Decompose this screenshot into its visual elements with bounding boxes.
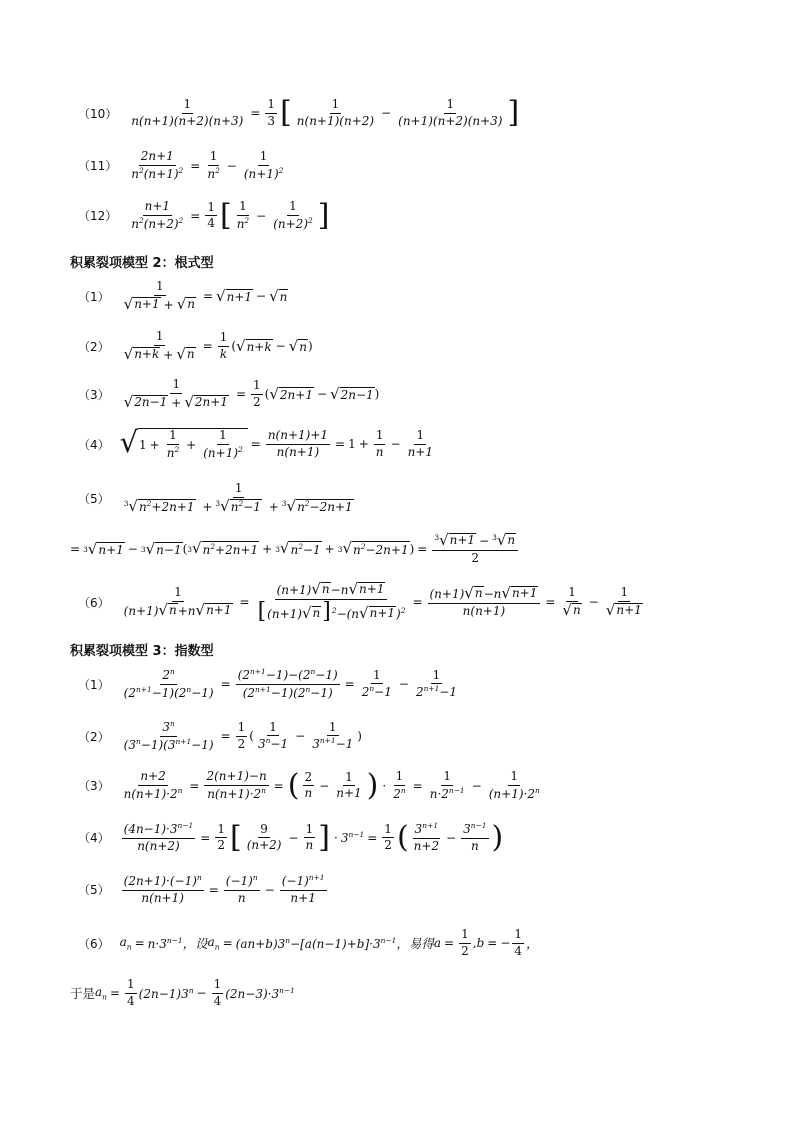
- formula-row-2-6: [78, 582, 647, 623]
- formula-row-3-1: [78, 668, 461, 701]
- formula: 1 √ n+k + √ n = $\frac{1}{k}$ ( √ n+k − √ n ): [123, 329, 313, 363]
- formula-number: （3）: [78, 779, 110, 794]
- formula-number: （2）: [78, 339, 110, 354]
- formula: = 3 √ n+1 − 3 √ n−1 ( 3 √ $n^2+2n+1$ + 3 √ $n^2-1$ + 3 √ $n^2-2n+1$ ) = $^3$ √ n+1 − $^3$ √ n 2: [70, 533, 520, 566]
- formula: 1 (n+1) √ n +n √ n+1 = (n+1) √ n −n √ n+1 [(n+1) √ n ]$^2$−(n √ n+1 )$^2$ = (n+1) √ n −n √ n+1 n(n+1) = 1 √ n − 1 √ n+1: [123, 580, 642, 624]
- formula-number: （1）: [78, 677, 110, 692]
- formula-number: （11）: [78, 159, 118, 174]
- formula-row-2-4: [78, 425, 437, 461]
- formula-number: （5）: [78, 883, 110, 898]
- formula: $a_n$ = $\frac{1}{4}$ $(2n-1)3^n$ − $\frac{1}{4}$ $(2n-3)\cdot 3^{n-1}$: [95, 977, 295, 1008]
- text-easy: ，易得: [396, 936, 434, 952]
- section-heading: 积累裂项模型 3：指数型: [70, 644, 214, 659]
- formula-number: （6）: [78, 595, 110, 610]
- formula-row-3-5: [78, 874, 329, 906]
- formula: $\frac{(2n+1)\cdot(-1)^n}{n(n+1)}$ = $\frac{(-1)^n}{n}$ − $\frac{(-1)^{n+1}}{n+1}$: [123, 873, 325, 905]
- formula-row-2-5-continued: [70, 533, 520, 566]
- formula: √ 1 + $\frac{1}{n^2}$ + $\frac{1}{(n+1)^2}$ = $\frac{n(n+1)+1}{n(n+1)}$ = 1 + $\frac{1}{n}$ − $\frac{1}{n+1}$: [119, 425, 433, 460]
- formula: $\frac{3^n}{(3^n-1)(3^{n+1}-1)}$ = $\frac{1}{2}$ ( $\frac{1}{3^n-1}$ − $\frac{1}{3^{n+1}-1}$ ): [123, 719, 362, 752]
- formula-row-3-6-conclusion: [70, 978, 295, 1009]
- formula-row-2-5: [78, 482, 358, 515]
- text-conclusion: 于是: [70, 986, 96, 1002]
- formula: $\frac{n+1}{n^2(n+2)^2}$ = $\frac{1}{4}$ [ $\frac{1}{n^2}$ − $\frac{1}{(n+2)^2}$ ]: [131, 197, 330, 233]
- formula: 1 $^3$ √ $n^2+2n+1$ + $^3$ √ $n^2-1$ + $^3$ √ $n^2-2n+1$: [123, 481, 353, 515]
- formula-number: （4）: [78, 437, 110, 452]
- formula-row-12: [78, 197, 330, 233]
- text-set: ，设: [182, 936, 208, 952]
- formula-row-2-2: [78, 330, 313, 363]
- formula: $\frac{(4n-1)\cdot 3^{n-1}}{n(n+2)}$ = $\frac{1}{2}$ [ $\frac{9}{(n+2)}$ − $\frac{1}{n}$ ] · $3^{n-1}$ = $\frac{1}{2}$ ( $\frac{3^{n+1}}{n+2}$ − $\frac{3^{n-1}}{n}$ ): [123, 819, 504, 855]
- formula-number: （1）: [78, 289, 110, 304]
- formula-number: （4）: [78, 831, 110, 846]
- formula-row-11: [78, 150, 287, 182]
- formula: 1 √ 2n−1 + √ 2n+1 = $\frac{1}{2}$ ( √ 2n+1 − √ 2n−1 ): [123, 377, 380, 411]
- formula: $\frac{2^n}{(2^{n+1}-1)(2^n-1)}$ = $\frac{(2^{n+1}-1)-(2^n-1)}{(2^{n+1}-1)(2^n-1)}$ = $\frac{1}{2^n-1}$ − $\frac{1}{2^{n+1}-1}$: [123, 667, 458, 700]
- formula-number: （6）: [78, 936, 110, 951]
- formula: $\frac{n+2}{n(n+1)\cdot 2^n}$ = $\frac{2(n+1)-n}{n(n+1)\cdot 2^n}$ = ( $\frac{2}{n}$ − $\frac{1}{n+1}$ ) · $\frac{1}{2^n}$ = $\frac{1}{n\cdot 2^{n-1}}$ − $\frac{1}{(n+1)\cdot 2^n}$: [123, 767, 540, 803]
- formula-row-2-3: [78, 378, 379, 411]
- formula-row-3-2: [78, 720, 362, 753]
- formula: $\frac{2n+1}{n^2(n+1)^2}$ = $\frac{1}{n^2}$ − $\frac{1}{(n+1)^2}$: [131, 149, 284, 181]
- formula-number: （12）: [78, 209, 118, 224]
- formula: $\frac{1}{n(n+1)(n+2)(n+3)}$ = $\frac{1}{3}$ [ $\frac{1}{n(n+1)(n+2)}$ − $\frac{1}{(n+1)(n+2)(n+3)}$ ]: [131, 95, 520, 131]
- formula-number: （5）: [78, 491, 110, 506]
- formula-row-10: [78, 95, 520, 131]
- formula: $a_n$ = $n\cdot 3^{n-1}$ ，设 $a_n$ = $(an+b)3^n-[a(n-1)+b]\cdot 3^{n-1}$ ，易得 a = $\frac{1}{2}$ , b = − $\frac{1}{4}$ ，: [119, 927, 539, 958]
- section-heading: 积累裂项模型 2：根式型: [70, 256, 214, 271]
- text-end: ，: [526, 936, 539, 952]
- formula-row-3-6: [78, 928, 539, 959]
- formula-number: （10）: [78, 106, 118, 121]
- formula-row-3-3: [78, 767, 544, 803]
- formula-row-2-1: [78, 280, 288, 313]
- formula-number: （2）: [78, 729, 110, 744]
- formula-row-3-4: [78, 819, 504, 855]
- formula: 1 √ n+1 + √ n = √ n+1 − √ n: [123, 279, 288, 313]
- formula-number: （3）: [78, 387, 110, 402]
